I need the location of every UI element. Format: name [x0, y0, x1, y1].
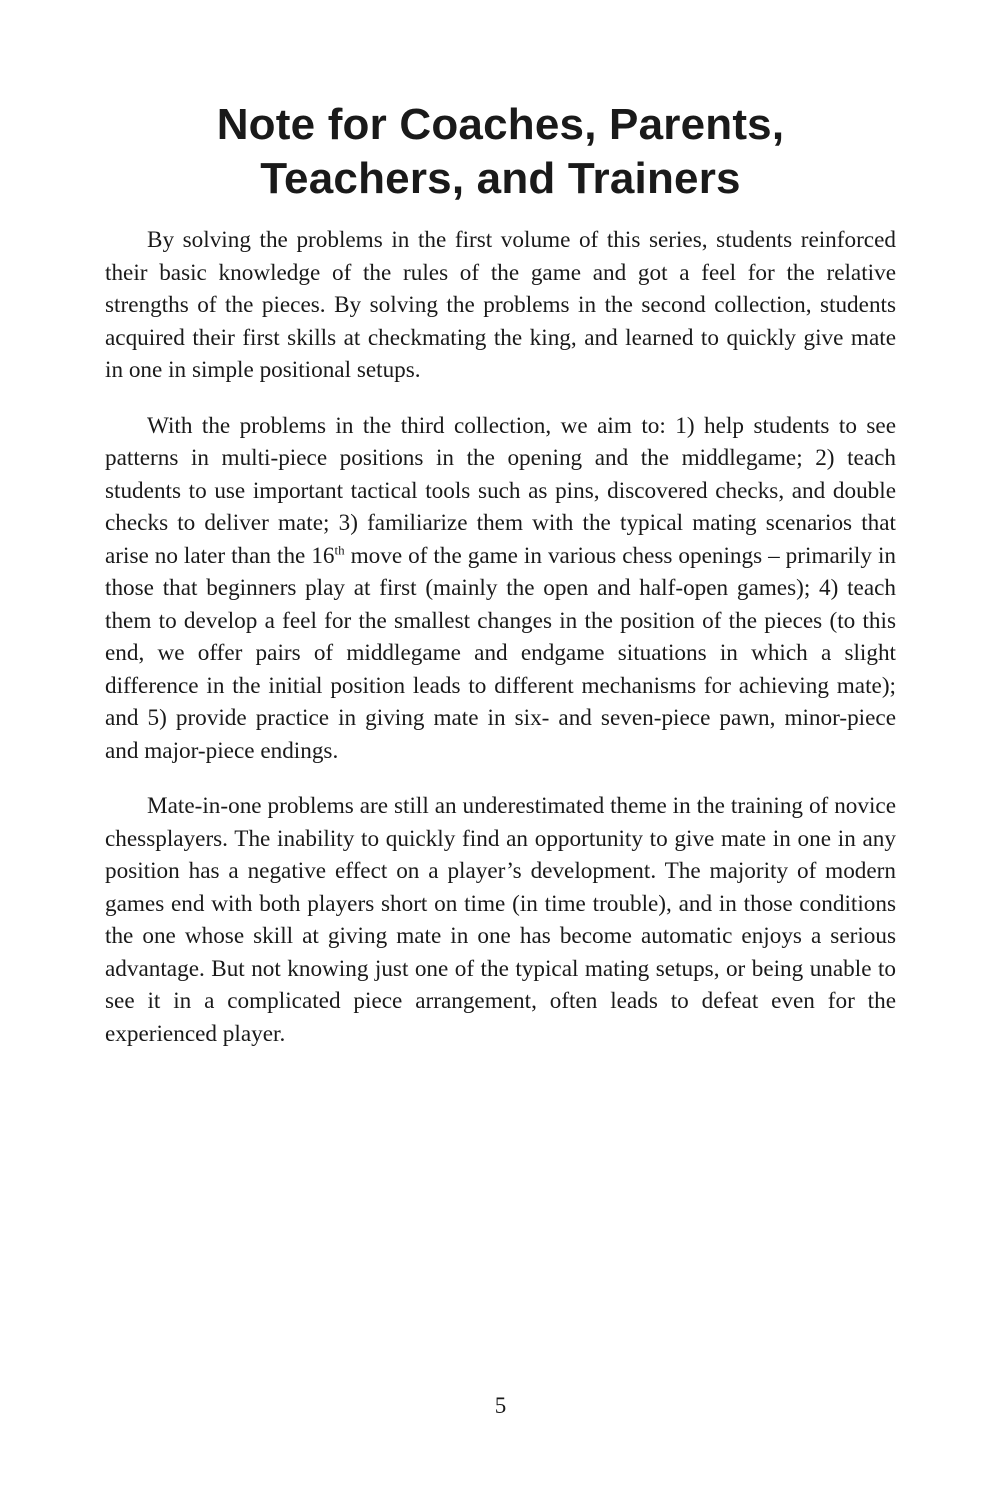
page-title-line-2: Teachers, and Trainers [260, 154, 741, 203]
body-text [105, 224, 896, 1073]
page-title [105, 98, 896, 206]
book-page [105, 0, 896, 1500]
paragraph-3: Mate-in-one problems are still an underestimated theme in the training of novice chessplayers. The inability to quickly find an opportunity to give mate in one in any position has a negative effect on a player’s development. The majority of modern games end with both players short on time (in time trouble), and in those conditions the one whose skill at giving mate in one has become automatic enjoys a serious advantage. But not knowing just one of the typical mating setups, or being unable to see it in a complicated piece arrangement, often leads to defeat even for the experienced player. [105, 793, 896, 1047]
ordinal-superscript: th [334, 541, 345, 557]
paragraph-2-text-end: move of the game in various chess openings – primarily in those that beginners play at first (mainly the open and half-open games); 4) teach them to develop a feel for the smallest changes in the position of the pieces (to this end, we offer pairs of middlegame and endgame situations in which a slight difference in the initial position leads to different mechanisms for achieving mate); and 5) provide practice in giving mate in six- and seven-piece pawn, minor-piece and major-piece endings. [105, 542, 896, 764]
paragraph-2-text-start: With the problems in the third collection, we aim to: 1) help students to see patterns in multi-piece positions in the opening and the middlegame; 2) teach students to use important tactical tools such as pins, discovered checks, and double checks to deliver mate; 3) familiarize them with the typical mating scenarios that arise no later than the 16 [105, 412, 896, 569]
page-number: 5 [494, 1393, 507, 1418]
page-title-line-1: Note for Coaches, Parents, [216, 100, 785, 149]
paragraph-2 [105, 410, 896, 768]
paragraph-1: By solving the problems in the first volume of this series, students reinforced their basic knowledge of the rules of the game and got a feel for the relative strengths of the pieces. By solving the problems in the second collection, students acquired their first skills at checkmating the king, and learned to quickly give mate in one in simple positional setups. [105, 227, 896, 383]
